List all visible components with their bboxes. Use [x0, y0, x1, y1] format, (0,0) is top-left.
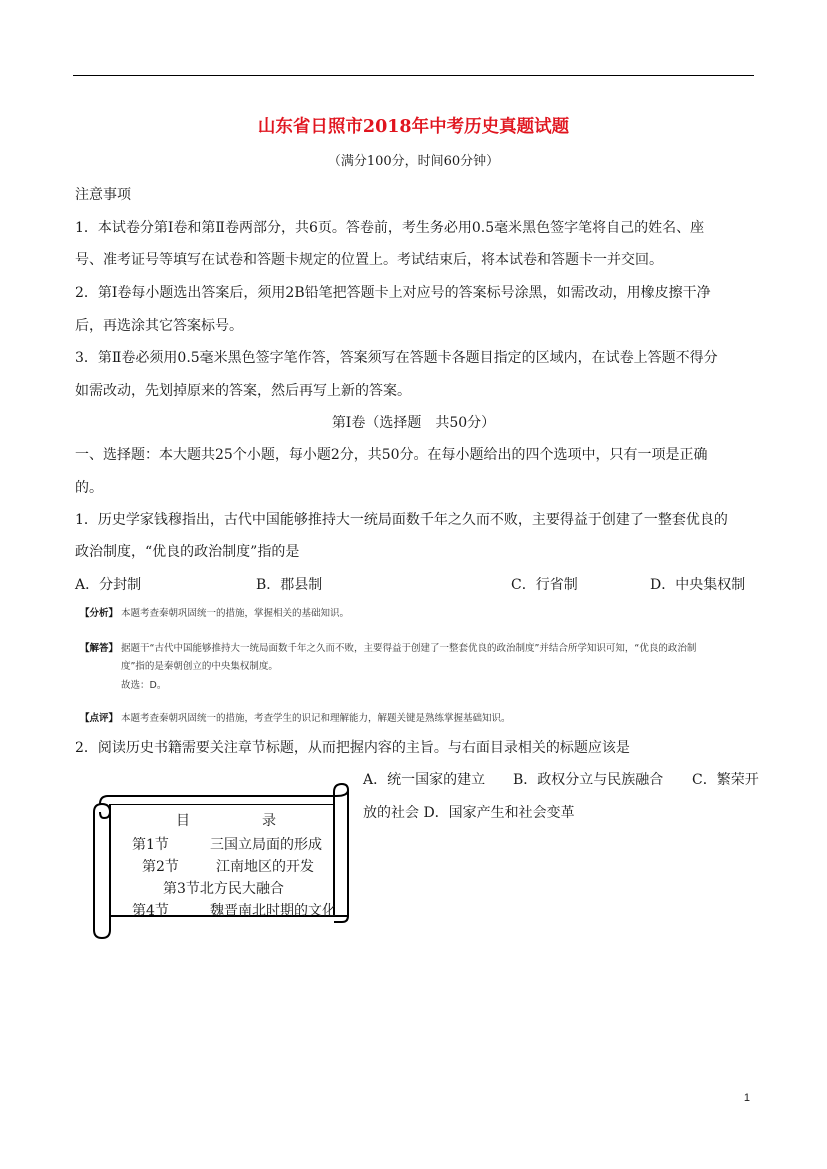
toc-row-4-text: 魏晋南北时期的文化: [210, 903, 336, 919]
q2-stem: 2．阅读历史书籍需要关注章节标题，从而把握内容的主旨。与右面目录相关的标题应该是: [75, 740, 630, 756]
section-heading: 第Ⅰ卷（选择题 共50分）: [331, 415, 496, 431]
q2-options-line-2: 放的社会 D．国家产生和社会变革: [363, 805, 575, 821]
notice-line-2: 号、准考证号等填写在试卷和答题卡规定的位置上。考试结束后，将本试卷和答题卡一并交回。: [75, 252, 663, 268]
q1-analysis-text: 本题考查秦朝巩固统一的措施，掌握相关的基础知识。: [121, 608, 350, 619]
q2-option-b: B．政权分立与民族融合: [513, 772, 664, 788]
page-title: 山东省日照市2018年中考历史真题试题: [257, 117, 570, 137]
q2-option-c-start: C．繁荣开: [692, 772, 759, 788]
q1-answer-text-2: 度”指的是秦朝创立的中央集权制度。: [121, 661, 278, 672]
toc-row-3-num: 第3节北方民大融合: [163, 881, 284, 897]
toc-row-1-text: 三国立局面的形成: [210, 837, 322, 853]
q1-comment-text: 本题考查秦朝巩固统一的措施，考查学生的识记和理解能力，解题关键是熟练掌握基础知识。: [121, 713, 511, 724]
notice-line-5: 3．第Ⅱ卷必须用0.5毫米黑色签字笔作答，答案须写在答题卡各题目指定的区域内，在试卷上答题不得分: [75, 350, 718, 366]
q1-answer-text-3: 故选：D。: [121, 680, 167, 691]
notice-line-6: 如需改动，先划掉原来的答案，然后再写上新的答案。: [75, 383, 411, 399]
q1-answer-text-1: 据题干“古代中国能够推持大一统局面数千年之久而不败，主要得益于创建了一整套优良的政治制度”并结合所学知识可知，“优良的政治制: [121, 643, 697, 654]
q1-stem-line-2: 政治制度，“优良的政治制度”指的是: [75, 544, 300, 560]
q1-option-a: A．分封制: [75, 577, 142, 593]
section-intro-line-1: 一、选择题：本大题共25个小题，每小题2分，共50分。在每小题给出的四个选项中，只有一项是正确: [75, 447, 708, 463]
q1-analysis-label: 【分析】: [80, 608, 119, 619]
section-intro-line-2: 的。: [75, 480, 103, 496]
toc-title-right: 录: [262, 813, 276, 829]
page-subtitle: （满分100分，时间60分钟）: [327, 154, 500, 169]
q1-comment-label: 【点评】: [80, 713, 119, 724]
q1-answer: [80, 640, 696, 654]
q1-comment: [80, 710, 511, 724]
toc-row-1-num: 第1节: [132, 837, 169, 853]
q1-option-c: C．行省制: [511, 577, 578, 593]
q1-option-d: D．中央集权制: [650, 577, 746, 593]
q2-option-a: A．统一国家的建立: [363, 772, 486, 788]
toc-row-4-num: 第4节: [132, 903, 169, 919]
header-rule: [73, 75, 754, 76]
q1-option-b: B．郡县制: [256, 577, 323, 593]
toc-title-left: 目: [176, 813, 190, 829]
q1-answer-label: 【解答】: [80, 643, 119, 654]
q1-stem-line-1: 1．历史学家钱穆指出，古代中国能够推持大一统局面数千年之久而不败，主要得益于创建了一整套优良的: [75, 512, 728, 528]
page-number: 1: [743, 1092, 750, 1104]
notice-heading: 注意事项: [75, 187, 131, 203]
toc-row-2-text: 江南地区的开发: [216, 859, 314, 875]
notice-line-4: 后，再选涂其它答案标号。: [75, 318, 243, 334]
notice-line-3: 2．第Ⅰ卷每小题选出答案后，须用2B铅笔把答题卡上对应号的答案标号涂黑，如需改动，用橡皮擦干净: [75, 285, 711, 301]
toc-row-2-num: 第2节: [142, 859, 179, 875]
q1-analysis: [80, 605, 349, 619]
notice-line-1: 1．本试卷分第Ⅰ卷和第Ⅱ卷两部分，共6页。答卷前，考生务必用0.5毫米黑色签字笔将自己的姓名、座: [75, 220, 705, 236]
